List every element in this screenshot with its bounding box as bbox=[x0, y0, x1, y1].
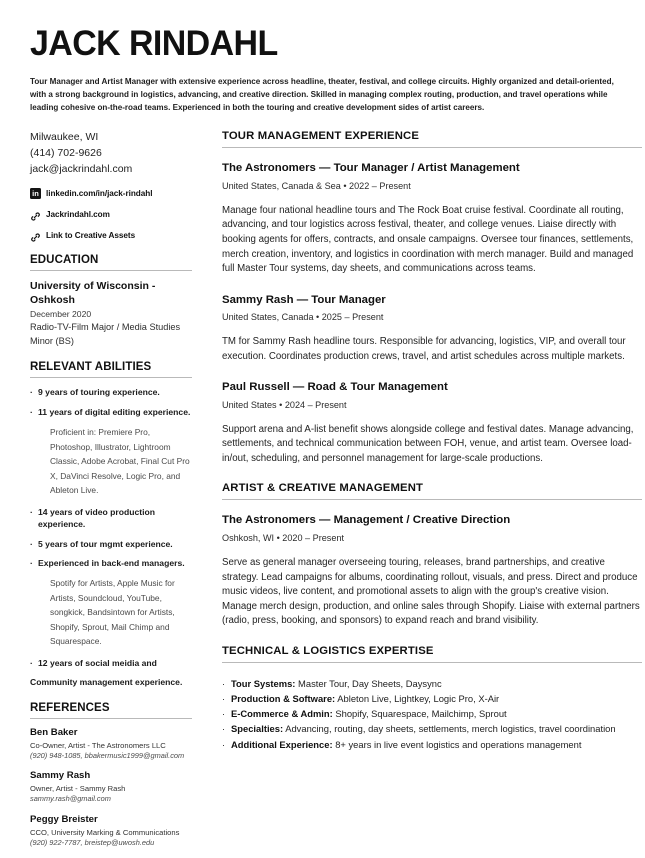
bullet-icon: · bbox=[30, 657, 33, 668]
education-date: December 2020 bbox=[30, 308, 92, 319]
reference-contact[interactable]: (920) 922-7787, breistep@uwosh.edu bbox=[30, 837, 155, 847]
tech-list bbox=[222, 676, 642, 752]
tech-label: Specialties: bbox=[231, 723, 284, 735]
main-column bbox=[222, 130, 642, 752]
tour-section-heading: TOUR MANAGEMENT EXPERIENCE bbox=[222, 130, 420, 143]
tech-label: Additional Experience: bbox=[231, 738, 333, 750]
contact-phone[interactable]: (414) 702-9626 bbox=[30, 147, 102, 160]
job-meta: United States, Canada • 2025 – Present bbox=[222, 312, 384, 323]
tech-item bbox=[222, 691, 642, 706]
ability-item bbox=[30, 506, 192, 531]
reference-name: Sammy Rash bbox=[30, 770, 91, 782]
divider bbox=[222, 147, 642, 148]
bullet-icon: · bbox=[222, 708, 226, 720]
job-description: Support arena and A-list benefit shows alongside college and festival dates. Manage advancing, settlements, and technical communication between FOH, venue, and artist team. Oversee load-in/out, scheduling, and personnel management for large-scale productions. bbox=[222, 423, 634, 464]
job-title: Sammy Rash — Tour Manager bbox=[222, 293, 386, 306]
link-icon bbox=[30, 209, 41, 220]
tech-label: Production & Software: bbox=[231, 692, 336, 704]
linkedin-label: linkedin.com/in/jack-rindahl bbox=[46, 189, 153, 199]
ability-item bbox=[30, 657, 192, 669]
ability-label: 5 years of tour mgmt experience. bbox=[38, 538, 173, 549]
contact-links bbox=[30, 188, 192, 241]
reference-role: Co-Owner, Artist - The Astronomers LLC bbox=[30, 740, 166, 750]
ability-label: 12 years of social meidia and bbox=[38, 657, 157, 668]
ability-item bbox=[30, 386, 192, 398]
job-entry bbox=[222, 380, 642, 466]
tech-item bbox=[222, 676, 642, 691]
tech-value: Master Tour, Day Sheets, Daysync bbox=[298, 677, 442, 689]
artist-section-heading: ARTIST & CREATIVE MANAGEMENT bbox=[222, 482, 424, 495]
page-title: JACK RINDAHL bbox=[30, 24, 278, 63]
ability-note: Spotify for Artists, Apple Music for Artists, Soundcloud, YouTube, songkick, Bandsintown for Artists, Shopify, Sprout, Mail Chimp and Squarespace. bbox=[50, 578, 175, 647]
bullet-icon: · bbox=[30, 557, 33, 568]
creative-assets-label: Link to Creative Assets bbox=[46, 231, 136, 241]
resume-body bbox=[30, 130, 640, 857]
linkedin-link[interactable] bbox=[30, 188, 192, 199]
job-description: TM for Sammy Rash headline tours. Responsible for advancing, logistics, VIP, and overall tour execution. Coordinates production crews, travel, and artist schedules across multiple markets. bbox=[222, 336, 626, 362]
link-icon bbox=[30, 230, 41, 241]
website-label: Jackrindahl.com bbox=[46, 210, 110, 220]
website-link[interactable] bbox=[30, 209, 192, 220]
bullet-icon: · bbox=[30, 538, 33, 549]
job-meta: United States, Canada & Sea • 2022 – Present bbox=[222, 181, 411, 192]
job-meta: United States • 2024 – Present bbox=[222, 400, 347, 411]
tech-item bbox=[222, 706, 642, 721]
linkedin-icon: in bbox=[30, 188, 41, 199]
ability-item bbox=[30, 538, 192, 550]
references-heading: REFERENCES bbox=[30, 701, 110, 714]
divider bbox=[222, 662, 642, 663]
job-title: The Astronomers — Management / Creative Direction bbox=[222, 514, 511, 527]
tech-value: Ableton Live, Lightkey, Logic Pro, X-Air bbox=[337, 692, 500, 704]
job-title: Paul Russell — Road & Tour Management bbox=[222, 381, 448, 394]
reference-contact[interactable]: (920) 948-1085, bbakermusic1999@gmail.com bbox=[30, 750, 185, 760]
reference-contact[interactable]: sammy.rash@gmail.com bbox=[30, 794, 111, 804]
job-meta: Oshkosh, WI • 2020 – Present bbox=[222, 533, 344, 544]
ability-label: 11 years of digital editing experience. bbox=[38, 406, 191, 417]
job-description: Serve as general manager overseeing touring, releases, brand partnerships, and creative strategy. Lead campaigns for albums, coordinating rollout, visuals, and press. Direct and produce music videos, live content, and promotional assets to align with the group's creative vision. Manage merch design, production, and online sales through Shopify. Liaise with external partners (radio, press, booking, and sponsors) to expand reach and brand visibility. bbox=[222, 556, 640, 627]
tech-value: Shopify, Squarespace, Mailchimp, Sprout bbox=[335, 708, 507, 720]
tech-item bbox=[222, 721, 642, 736]
education-heading: EDUCATION bbox=[30, 254, 99, 267]
tech-label: Tour Systems: bbox=[231, 677, 296, 689]
reference-role: Owner, Artist - Sammy Rash bbox=[30, 784, 126, 794]
tech-label: E-Commerce & Admin: bbox=[231, 708, 333, 720]
ability-label: 9 years of touring experience. bbox=[38, 387, 160, 398]
divider bbox=[222, 499, 642, 500]
tech-value: Advancing, routing, day sheets, settlements, merch logistics, travel coordination bbox=[285, 723, 616, 735]
contact-email[interactable]: jack@jackrindahl.com bbox=[30, 163, 133, 176]
bullet-icon: · bbox=[222, 692, 226, 704]
bullet-icon: · bbox=[30, 406, 33, 417]
reference-item bbox=[30, 814, 192, 849]
ability-item bbox=[30, 557, 192, 569]
bullet-icon: · bbox=[30, 506, 33, 517]
ability-continuation: Community management experience. bbox=[30, 677, 183, 688]
abilities-heading: RELEVANT ABILITIES bbox=[30, 361, 152, 374]
divider bbox=[30, 377, 192, 378]
reference-item bbox=[30, 727, 192, 762]
ability-label: 14 years of video production experience. bbox=[38, 506, 155, 530]
contact-location: Milwaukee, WI bbox=[30, 131, 99, 144]
tech-item bbox=[222, 737, 642, 752]
sidebar bbox=[30, 130, 200, 857]
tech-section-heading: TECHNICAL & LOGISTICS EXPERTISE bbox=[222, 644, 434, 657]
creative-assets-link[interactable] bbox=[30, 230, 192, 241]
job-entry bbox=[222, 293, 642, 365]
reference-name: Ben Baker bbox=[30, 726, 78, 738]
bullet-icon: · bbox=[222, 677, 226, 689]
tech-value: 8+ years in live event logistics and operations management bbox=[335, 738, 582, 750]
bullet-icon: · bbox=[30, 387, 33, 398]
ability-item bbox=[30, 406, 192, 418]
job-description: Manage four national headline tours and The Rock Boat cruise festival. Coordinate all routing, advancing, and tour logistics across festival, theater, and college venues. Liaise directly with booking agents for offers, contracts, and onsale campaigns. Oversee tour finances, settlements, merch creation, inventory, and logistics in coordination with merch manager. Build and managed full Master Tour systems, day sheets, and communications across teams. bbox=[222, 204, 634, 275]
bullet-icon: · bbox=[222, 738, 226, 750]
reference-name: Peggy Breister bbox=[30, 813, 98, 825]
divider bbox=[30, 718, 192, 719]
education-degree: Radio-TV-Film Major / Media Studies Minor (BS) bbox=[30, 321, 181, 346]
reference-role: CCO, University Marking & Communications bbox=[30, 827, 180, 837]
bullet-icon: · bbox=[222, 723, 226, 735]
reference-item bbox=[30, 770, 192, 805]
professional-summary: Tour Manager and Artist Manager with extensive experience across headline, theater, festival, and college circuits. Highly organized and detail-oriented, with a strong background in logistics, advancing, and creative direction. Skilled in managing complex routing, production, and travel operations while leading cohesive on-the-road teams. Experienced in both the touring and creative development sides of artist careers. bbox=[30, 77, 614, 113]
job-title: The Astronomers — Tour Manager / Artist Management bbox=[222, 162, 520, 175]
job-entry bbox=[222, 161, 642, 276]
job-entry bbox=[222, 513, 642, 628]
ability-label: Experienced in back-end managers. bbox=[38, 557, 185, 568]
divider bbox=[30, 270, 192, 271]
education-school: University of Wisconsin - Oshkosh bbox=[30, 280, 156, 307]
ability-note: Proficient in: Premiere Pro, Photoshop, Illustrator, Lightroom Classic, Adobe Acrobat, Final Cut Pro X, DaVinci Resolve, Logic Pro, and Ableton Live. bbox=[50, 427, 190, 496]
